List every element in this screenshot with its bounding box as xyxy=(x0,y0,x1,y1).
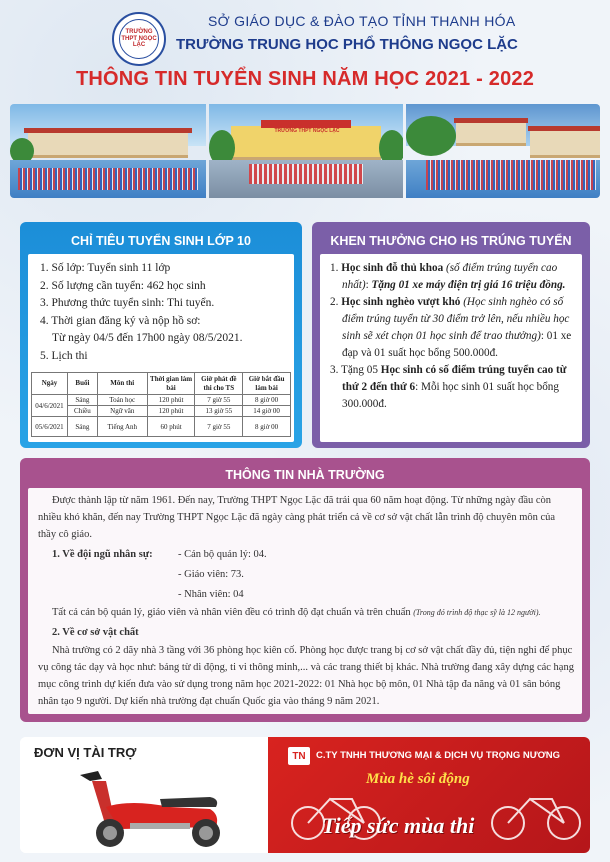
quota-item: 3. Phương thức tuyển sinh: Thi tuyển. xyxy=(40,297,215,309)
rewards-list xyxy=(330,260,576,413)
section-staff-title: 1. Về đội ngũ nhân sự: xyxy=(52,549,153,560)
reward-item: 2. Học sinh nghèo vượt khó (Học sinh nghèo có số điểm trúng tuyển từ 30 điểm trở lên, nếu nhiều học sinh sẽ xét chọn 01 học sinh để trao thưởng): 01 xe đạp và 01 suất học bổng 500.000đ. xyxy=(330,296,572,359)
sponsor-logo: TN xyxy=(288,747,310,765)
school-intro: Được thành lập từ năm 1961. Đến nay, Trường THPT Ngọc Lặc đã trải qua 60 năm hoạt động. Từ những ngày đầu còn nhiều khó khăn, đến nay Trường THPT Ngọc Lặc đã ngày càng phát triển cả về cơ sở vật chất lẫn trình độ chuyên môn của thầy cô giáo. xyxy=(38,495,556,540)
staff-item: - Nhân viên: 04 xyxy=(178,589,244,600)
quota-item: 5. Lịch thi xyxy=(40,349,88,362)
table-cell: 05/6/2021 xyxy=(32,417,68,437)
rewards-heading: KHEN THƯỞNG CHO HS TRÚNG TUYỂN xyxy=(330,234,572,248)
table-row xyxy=(32,406,291,417)
header xyxy=(0,0,610,100)
rewards-panel xyxy=(312,222,590,448)
school-photo-right xyxy=(406,104,600,198)
table-row xyxy=(32,395,291,406)
table-header: Môn thi xyxy=(97,373,147,395)
table-header: Buổi xyxy=(67,373,97,395)
table-cell: 8 giờ 00 xyxy=(243,417,291,437)
sponsor-slogan: Mùa hè sôi động xyxy=(366,771,470,787)
section-facilities-title: 2. Về cơ sở vật chất xyxy=(52,627,139,638)
school-info-heading: THÔNG TIN NHÀ TRƯỜNG xyxy=(225,468,385,482)
table-cell: 120 phút xyxy=(147,406,195,417)
rewards-content xyxy=(320,254,582,442)
sponsor-panel xyxy=(20,737,590,853)
page-title: THÔNG TIN TUYỂN SINH NĂM HỌC 2021 - 2022 xyxy=(75,68,535,90)
quota-item: Từ ngày 04/5 đến 17h00 ngày 08/5/2021. xyxy=(52,332,243,344)
table-cell: Sáng xyxy=(67,395,97,406)
staff-item: - Giáo viên: 73. xyxy=(178,569,244,580)
table-cell: 60 phút xyxy=(147,417,195,437)
table-cell: 8 giờ 00 xyxy=(243,395,291,406)
sponsor-slogan-main: Tiếp sức mùa thi xyxy=(322,813,475,838)
table-cell: 7 giờ 55 xyxy=(195,395,243,406)
table-cell: 7 giờ 55 xyxy=(195,417,243,437)
school-photo-left xyxy=(10,104,206,198)
reward-item: 3. Tặng 05 Học sinh có số điểm trúng tuyển cao từ thứ 2 đến thứ 6: Mỗi học sinh 01 suất học bổng 300.000đ. xyxy=(330,364,567,410)
table-cell: Sáng xyxy=(67,417,97,437)
scooter-image xyxy=(20,737,268,853)
quota-content xyxy=(28,254,294,442)
reward-item: 1. Học sinh đỗ thủ khoa (số điểm trúng tuyển cao nhất): Tặng 01 xe máy điện trị giá 16 triệu đồng. xyxy=(330,262,566,291)
sponsor-company: C.TY TNHH THƯƠNG MẠI & DỊCH VỤ TRỌNG NƯƠNG xyxy=(316,750,560,761)
table-row xyxy=(32,417,291,437)
table-cell: Tiếng Anh xyxy=(97,417,147,437)
school-logo xyxy=(112,12,166,66)
table-cell: Ngữ văn xyxy=(97,406,147,417)
school-name: TRƯỜNG TRUNG HỌC PHỔ THÔNG NGỌC LẶC xyxy=(176,36,518,53)
quota-item: 2. Số lượng cần tuyển: 462 học sinh xyxy=(40,279,206,292)
school-info-panel xyxy=(20,458,590,722)
table-header-row xyxy=(32,373,291,395)
table-header: Ngày xyxy=(32,373,68,395)
sponsor-title: ĐƠN VỊ TÀI TRỢ xyxy=(34,745,137,760)
school-banner: TRƯỜNG THPT NGỌC LẶC xyxy=(274,128,340,134)
table-header: Thời gian làm bài xyxy=(147,373,195,395)
table-cell: 13 giờ 55 xyxy=(195,406,243,417)
school-info-content xyxy=(28,488,582,714)
quota-item: 4. Thời gian đăng ký và nộp hồ sơ: xyxy=(40,314,201,327)
facilities-text: Nhà trường có 2 dãy nhà 3 tầng với 36 phòng học kiên cố. Phòng học được trang bị cơ sở vật chất đầy đủ, tiện nghi để phục vụ công tác dạy và học như: bảng từ di động, ti vi thông minh,... và các trang thiết bị khác. Nhà trường đang xây dựng các hạng mục công trình dự kiến đưa vào sử dụng trong năm học 2021-2022: 01 Nhà học bộ môn, 01 Nhà tập đa năng và 01 sân bóng nhân tạo 9 người. Dự kiến nhà trường đạt chuẩn Quốc gia vào tháng 9 năm 2021. xyxy=(38,645,574,707)
table-header: Giờ phát đề thi cho TS xyxy=(195,373,243,395)
quota-item: 1. Số lớp: Tuyển sinh 11 lớp xyxy=(40,262,171,274)
sponsor-left xyxy=(20,737,268,853)
table-cell: Toán học xyxy=(97,395,147,406)
quota-heading: CHỈ TIÊU TUYỂN SINH LỚP 10 xyxy=(71,234,251,248)
school-logo-text: TRƯỜNG THPT NGỌC LẶC xyxy=(119,19,159,59)
sponsor-banner xyxy=(268,737,590,853)
staff-note: Tất cả cán bộ quản lý, giáo viên và nhân viên đều có trình độ đạt chuẩn và trên chuẩn (Trong đó trình độ thạc sỹ là 12 người). xyxy=(52,607,541,618)
table-cell: 14 giờ 00 xyxy=(243,406,291,417)
exam-schedule-table xyxy=(31,372,291,437)
department-name: SỞ GIÁO DỤC & ĐÀO TẠO TỈNH THANH HÓA xyxy=(208,13,516,29)
table-cell: 04/6/2021 xyxy=(32,395,68,417)
photo-strip xyxy=(10,104,600,198)
quota-list xyxy=(40,260,290,365)
staff-item: - Cán bộ quản lý: 04. xyxy=(178,549,267,560)
table-cell: 120 phút xyxy=(147,395,195,406)
quota-panel xyxy=(20,222,302,448)
school-photo-center xyxy=(209,104,403,198)
table-header: Giờ bắt đầu làm bài xyxy=(243,373,291,395)
table-cell: Chiều xyxy=(67,406,97,417)
